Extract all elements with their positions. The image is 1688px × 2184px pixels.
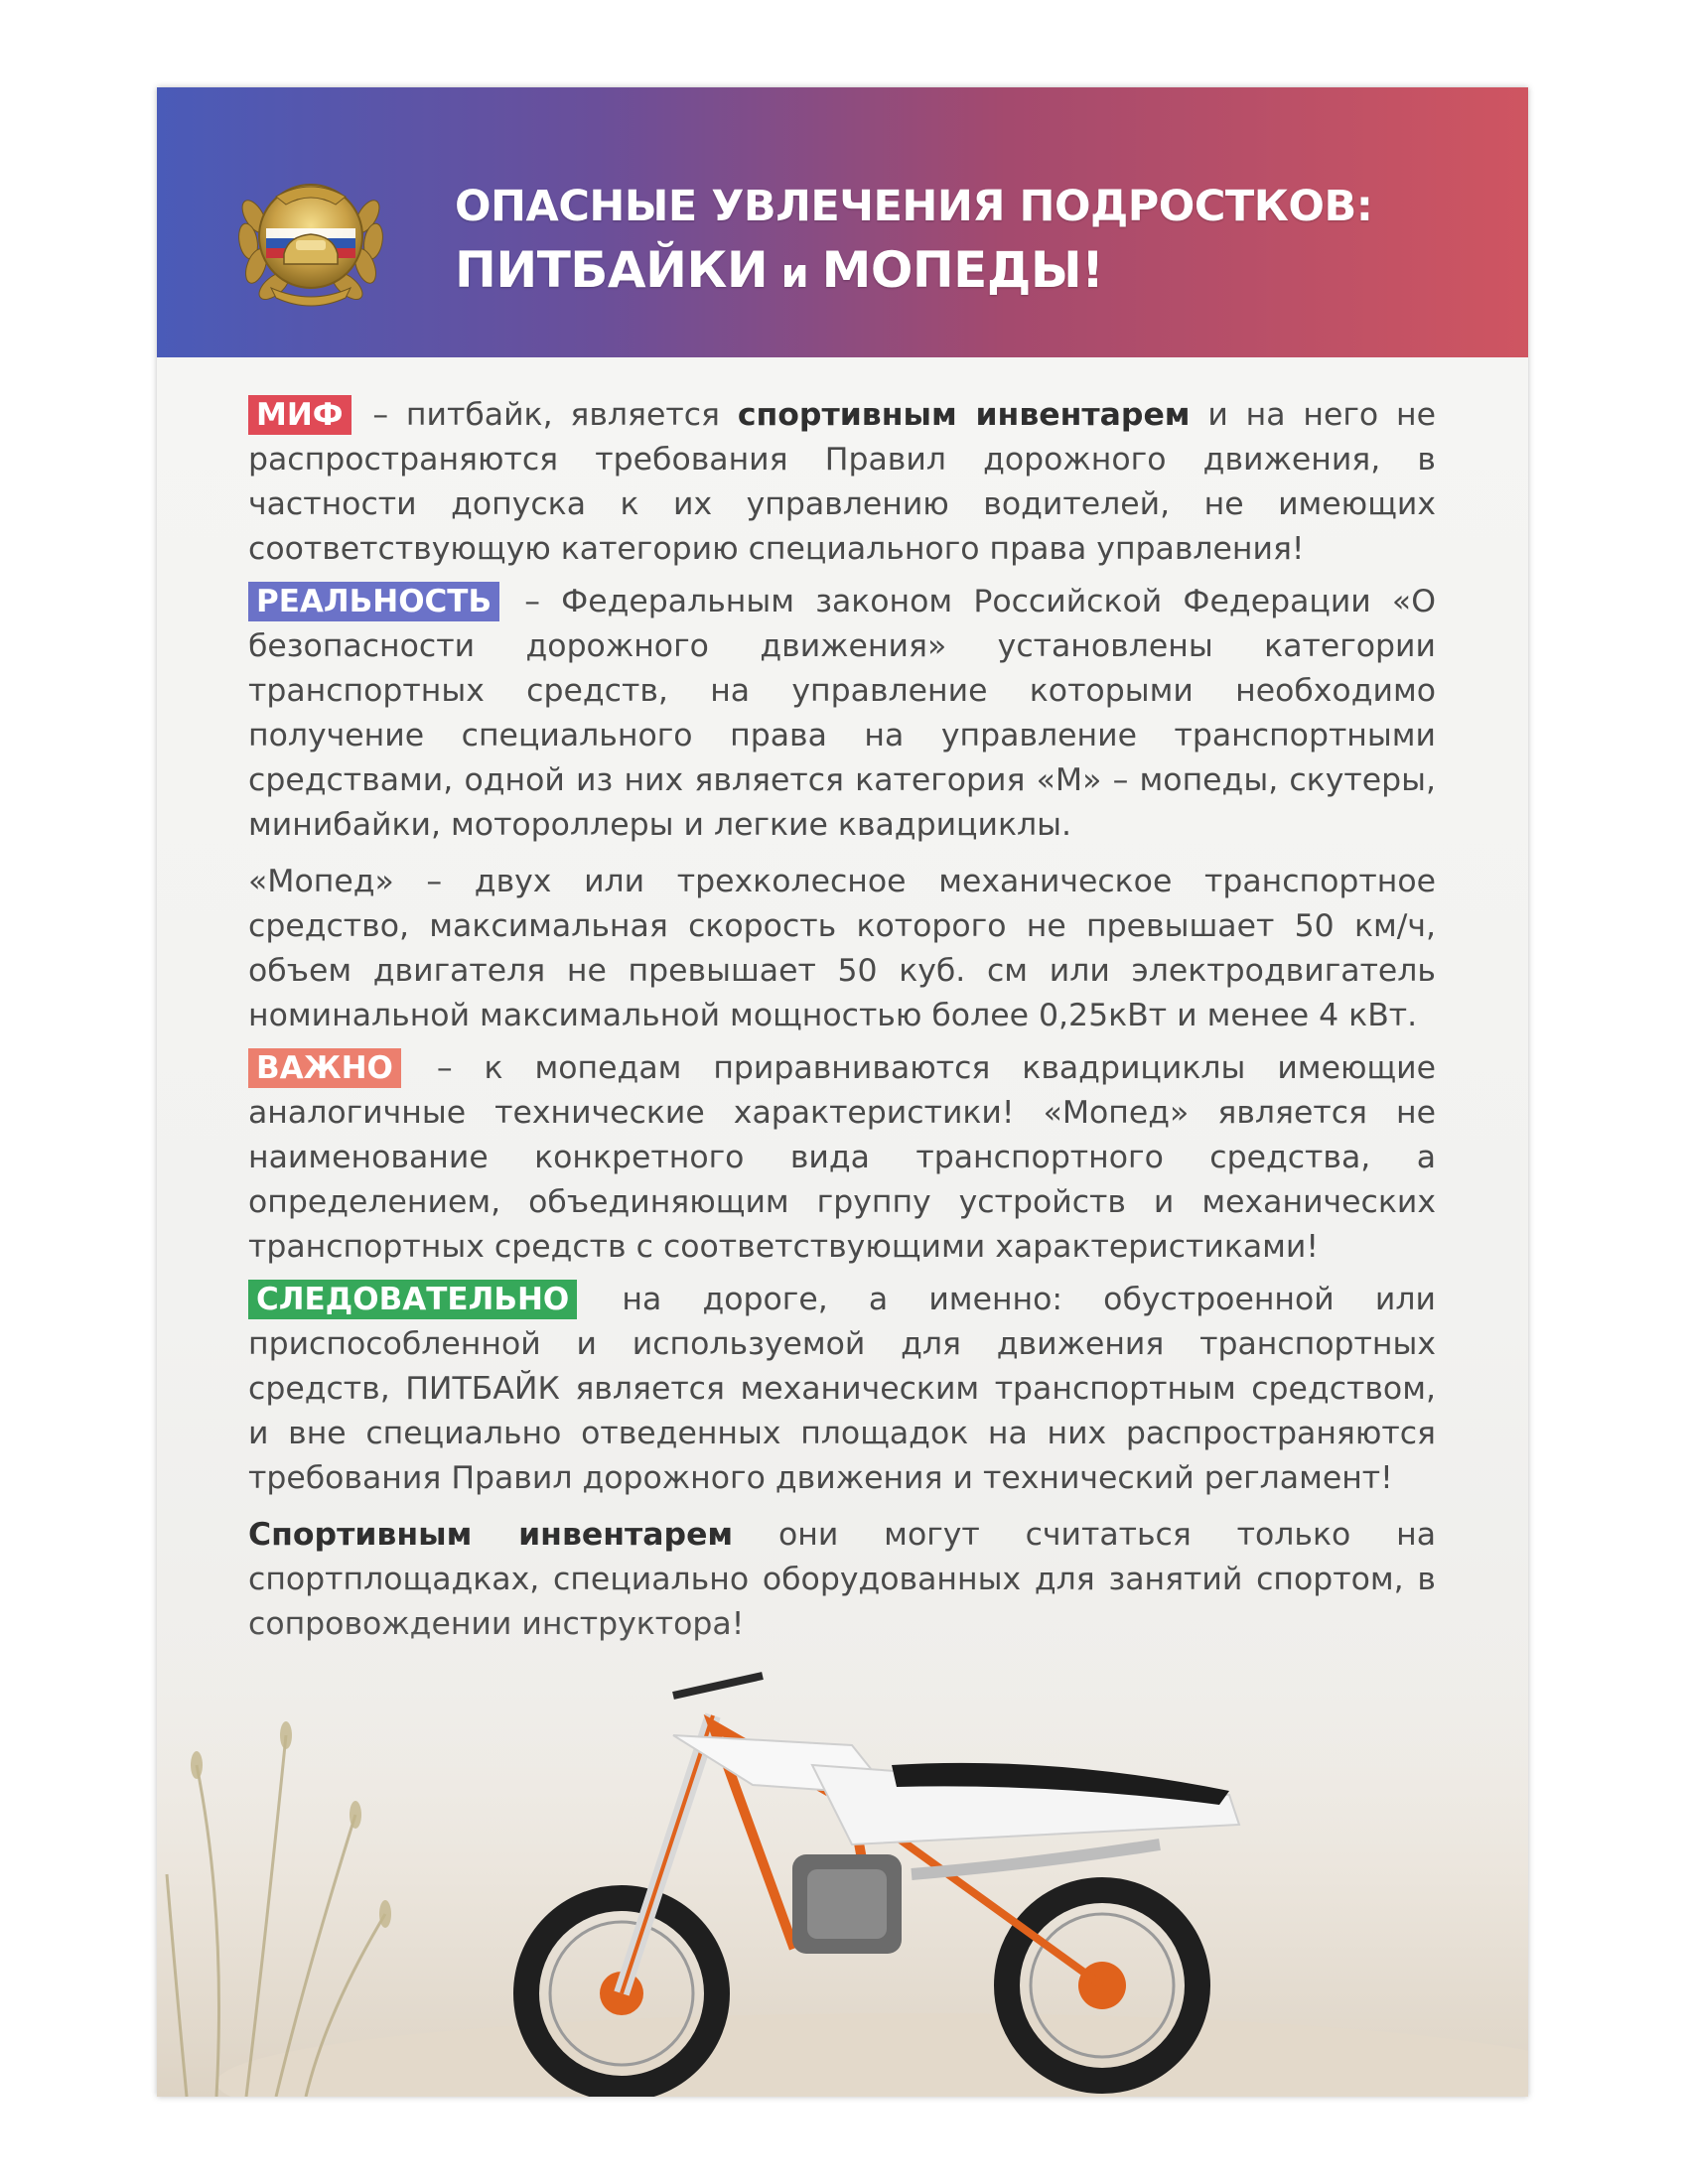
title-line-1: ОПАСНЫЕ УВЛЕЧЕНИЯ ПОДРОСТКОВ: (455, 182, 1373, 231)
therefore-tag: СЛЕДОВАТЕЛЬНО (248, 1280, 577, 1319)
dirt-bike-on-sand-photo (157, 1616, 1528, 2097)
myth-paragraph: МИФ – питбайк, является спортивным инвентарем и на него не распространяются требования Правил дорожного движения, в частности допуска к их управлению водителей, не имеющих соответствующую категорию специального права управления! (248, 397, 1436, 567)
leaflet-page (157, 87, 1528, 2097)
sport-paragraph: Спортивным инвентарем они могут считаться только на спортплощадках, специально оборудованных для занятий спортом, в (248, 1517, 1436, 1597)
important-paragraph: ВАЖНО – к мопедам приравниваются квадрициклы имеющие аналогичные технические характеристики! «Мопед» является не наименование конкретного вида транспортного средства, а определением, объединяющим группу устройств и механических транспортных средств с соответствующими характеристиками! (248, 1050, 1436, 1265)
body-text (248, 393, 1436, 1655)
header-banner (157, 87, 1528, 357)
moped-definition-paragraph: «Мопед» – двух или трехколесное механическое транспортное средство, максимальная скорость которого не превышает 50 км/ч, объем двигателя не превышает 50 куб. см или электродвигатель номинальной максимальной мощностью более 0,25кВт и менее 4 кВт. (248, 864, 1436, 1033)
important-tag: ВАЖНО (248, 1048, 401, 1088)
reality-paragraph: РЕАЛЬНОСТЬ – Федеральным законом Российской Федерации «О безопасности дорожного движения» установлены категории транспортных средств, на управление которыми необходимо получение специального права на управление транспортными средствами, одной из них является категория «М» – мопеды, скутеры, минибайки, мотороллеры и легкие квадрициклы. (248, 584, 1436, 843)
page-title (455, 175, 1372, 306)
traffic-police-emblem-icon (226, 157, 395, 316)
therefore-paragraph: СЛЕДОВАТЕЛЬНО на дороге, а именно: обустроенной или приспособленной и используемой для движения транспортных средств, ПИТБАЙК является механическим транспортным средством, и вне специально отведенных площадок на них распространяются требования Правил дорожного движения и технический регламент! (248, 1282, 1436, 1496)
reality-tag: РЕАЛЬНОСТЬ (248, 582, 499, 621)
myth-tag: МИФ (248, 395, 352, 435)
title-line-2: ПИТБАЙКИ и МОПЕДЫ! (455, 241, 1104, 299)
